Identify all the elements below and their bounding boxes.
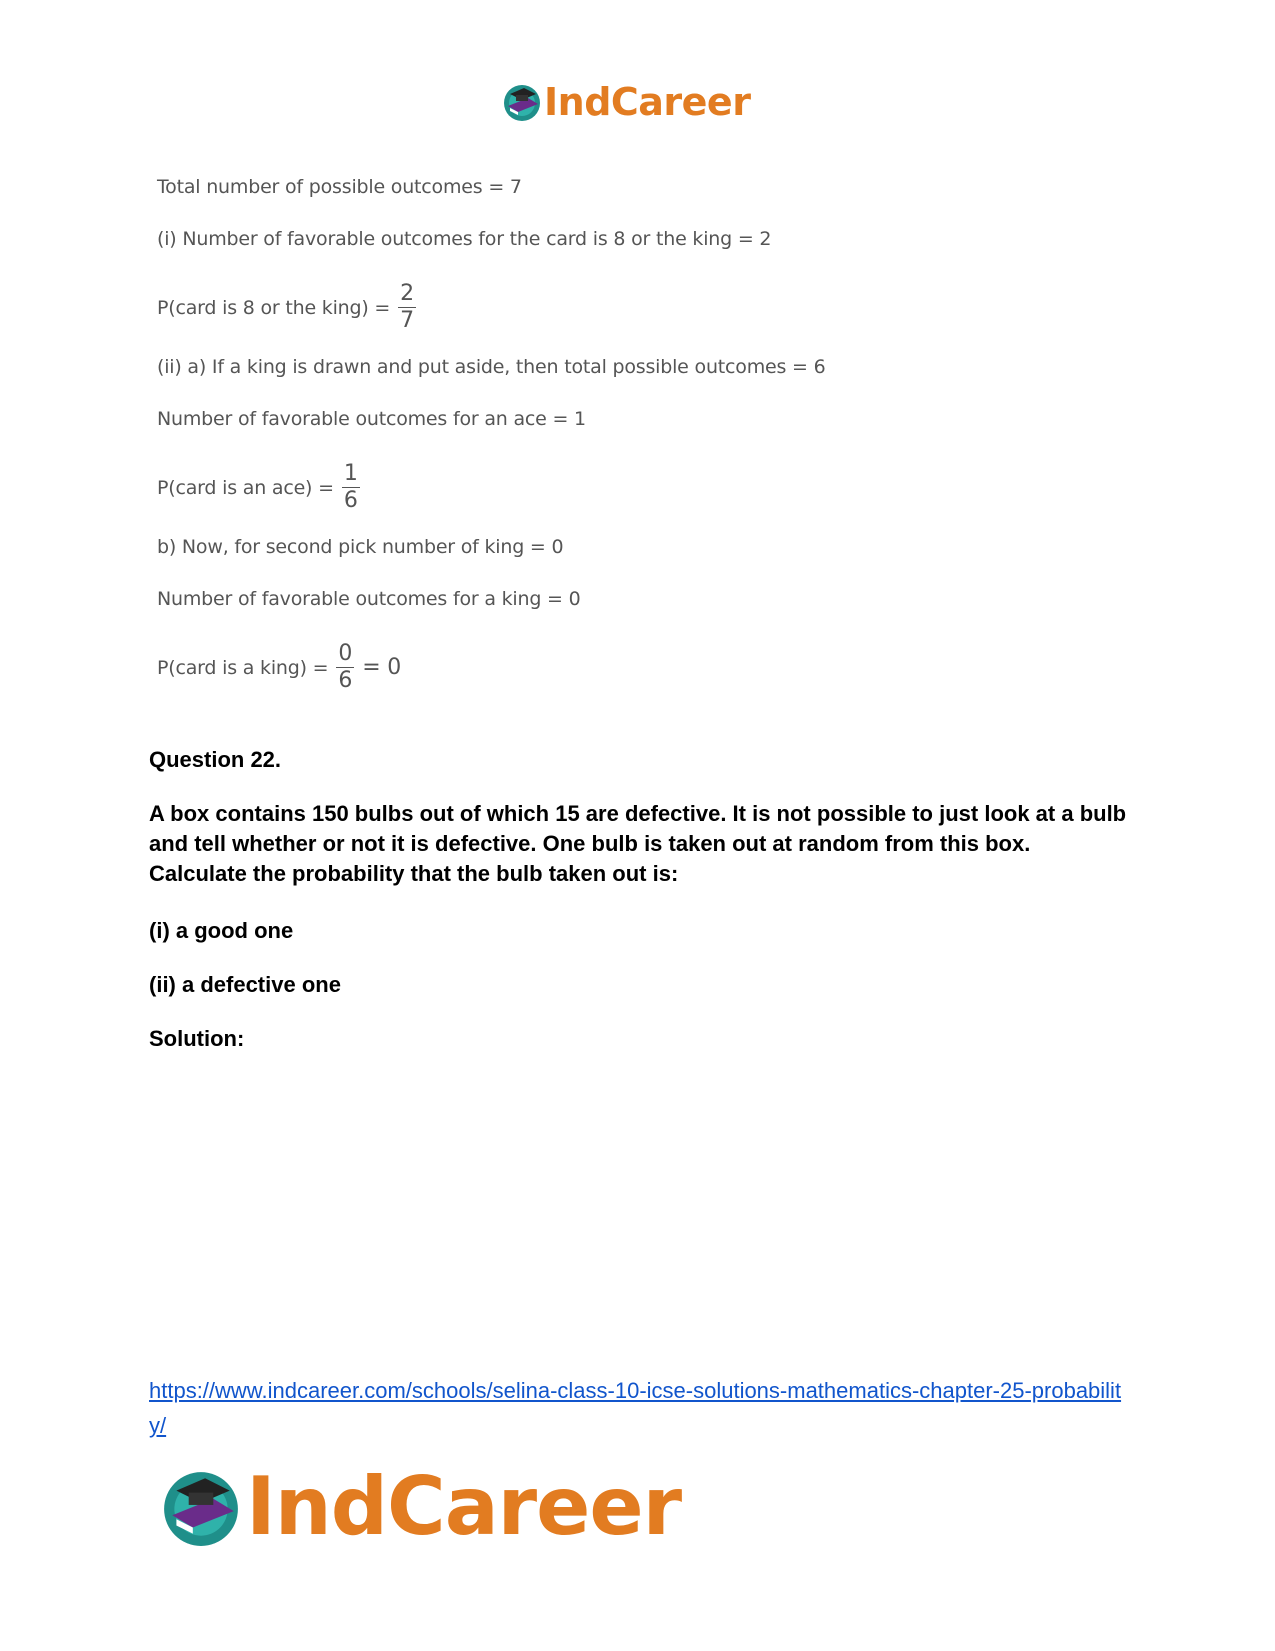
probability-eq-ace [157,463,360,512]
eq-label: P(card is a king) = [157,656,329,679]
question-part-ii: (ii) a defective one [149,972,341,997]
fraction [336,643,354,692]
solution-line-king-favorable: Number of favorable outcomes for a king = 0 [157,588,581,610]
probability-eq-8-or-king [157,283,416,332]
solution-line-second-pick: b) Now, for second pick number of king = 0 [157,536,564,558]
eq-label: P(card is an ace) = [157,476,334,499]
fraction-numerator: 1 [343,461,358,486]
eq-label: P(card is 8 or the king) = [157,296,391,319]
header-logo [502,80,750,124]
solution-line-total: Total number of possible outcomes = 7 [157,176,522,198]
question-part-i: (i) a good one [149,918,294,943]
fraction-denominator: 6 [343,488,358,513]
probability-eq-king [157,643,401,692]
solution-line-ace-favorable: Number of favorable outcomes for an ace = 1 [157,408,586,430]
fraction-denominator: 6 [338,668,353,693]
fraction [342,463,360,512]
fraction-denominator: 7 [400,308,414,333]
footer-logo [160,1462,681,1552]
fraction-numerator: 2 [400,281,414,306]
source-link[interactable]: https://www.indcareer.com/schools/selina-class-10-icse-solutions-mathematics-chapter-25-probability/ [149,1378,1122,1438]
graduation-cap-book-icon [160,1466,242,1548]
logo-text: IndCareer [544,80,751,124]
solution-label: Solution: [149,1026,245,1051]
fraction [398,283,416,332]
logo-text: IndCareer [246,1460,682,1553]
eq-result: = 0 [362,655,402,680]
question-title: Question 22. [149,747,282,772]
solution-line-king-aside: (ii) a) If a king is drawn and put aside, then total possible outcomes = 6 [157,356,826,378]
graduation-cap-book-icon [502,82,542,122]
question-body: A box contains 150 bulbs out of which 15 are defective. It is not possible to just look at a bulb and tell whether or not it is defective. One bulb is taken out at random from this box. Calculate the probability that the bulb taken out is: [149,801,1127,886]
fraction-numerator: 0 [338,641,353,666]
solution-line-favorable: (i) Number of favorable outcomes for the card is 8 or the king = 2 [157,228,772,250]
